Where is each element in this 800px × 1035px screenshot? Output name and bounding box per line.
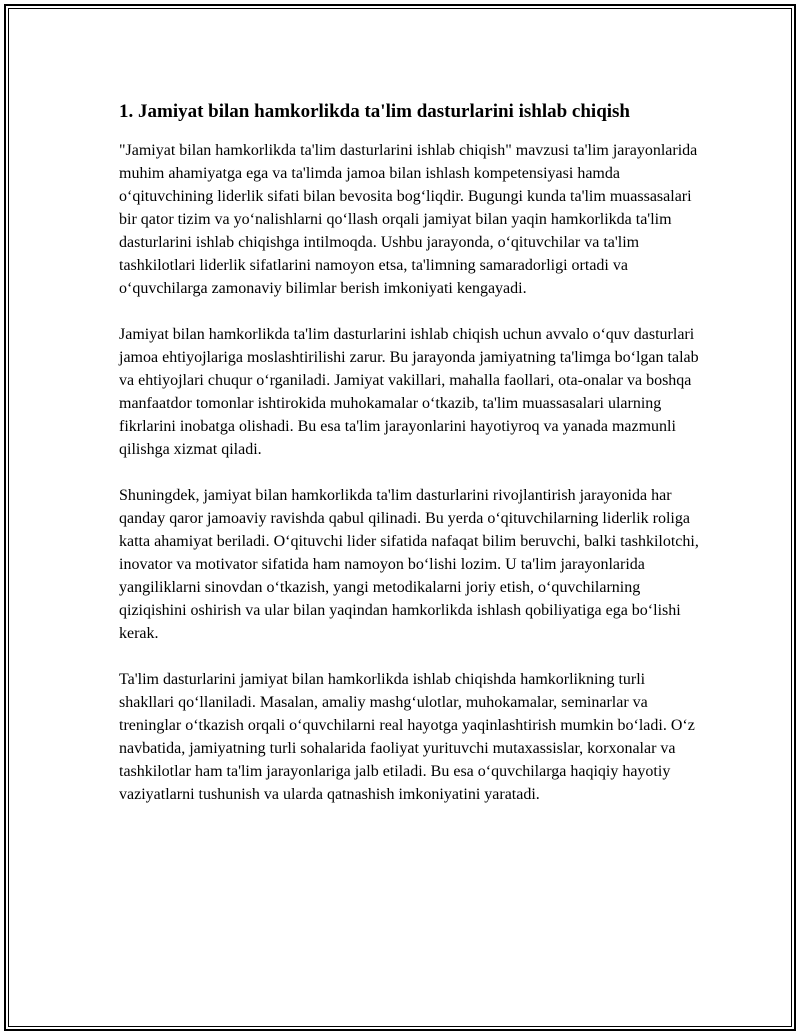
paragraph-4: Ta'lim dasturlarini jamiyat bilan hamkorlikda ishlab chiqishda hamkorlikning turli shakllari qoʻllaniladi. Masalan, amaliy mashgʻulotlar, muhokamalar, seminarlar va treninglar oʻtkazish orqali oʻquvchilarni real hayotga yaqinlashtirish mumkin boʻladi. Oʻz navbatida, jamiyatning turli sohalarida faoliyat yurituvchi mutaxassislar, korxonalar va tashkilotlar ham ta'lim jarayonlariga jalb etiladi. Bu esa oʻquvchilarga haqiqiy hayotiy vaziyatlarni tushunish va ularda qatnashish imkoniyatini yaratadi. <box>119 671 695 803</box>
page-border-outer <box>4 4 796 1031</box>
section-heading: 1. Jamiyat bilan hamkorlikda ta'lim dasturlarini ishlab chiqish <box>119 101 630 122</box>
paragraph-1: "Jamiyat bilan hamkorlikda ta'lim dasturlarini ishlab chiqish" mavzusi ta'lim jarayonlarida muhim ahamiyatga ega va ta'limda jamoa bilan ishlash kompetensiyasi hamda oʻqituvchining liderlik sifati bilan bevosita bogʻliqdir. Bugungi kunda ta'lim muassasalari bir qator tizim va yoʻnalishlarni qoʻllash orqali jamiyat bilan yaqin hamkorlikda ta'lim dasturlarini ishlab chiqishga intilmoqda. Ushbu jarayonda, oʻqituvchilar va ta'lim tashkilotlari liderlik sifatlarini namoyon etsa, ta'limning samaradorligi ortadi va oʻquvchilarga zamonaviy bilimlar berish imkoniyati kengayadi. <box>119 142 698 297</box>
page-border-inner <box>8 8 792 1027</box>
document-body <box>119 99 699 829</box>
paragraph-3: Shuningdek, jamiyat bilan hamkorlikda ta'lim dasturlarini rivojlantirish jarayonida har qanday qaror jamoaviy ravishda qabul qilinadi. Bu yerda oʻqituvchilarning liderlik roliga katta ahamiyat beriladi. Oʻqituvchi lider sifatida nafaqat bilim beruvchi, balki tashkilotchi, inovator va motivator sifatida ham namoyon boʻlishi lozim. U ta'lim jarayonlarida yangiliklarni sinovdan oʻtkazish, yangi metodikalarni joriy etish, oʻquvchilarning qiziqishini oshirish va ular bilan yaqindan hamkorlikda ishlash qobiliyatiga ega boʻlishi kerak. <box>119 487 699 642</box>
paragraph-2: Jamiyat bilan hamkorlikda ta'lim dasturlarini ishlab chiqish uchun avvalo oʻquv dasturlari jamoa ehtiyojlariga moslashtirilishi zarur. Bu jarayonda jamiyatning ta'limga boʻlgan talab va ehtiyojlari chuqur oʻrganiladi. Jamiyat vakillari, mahalla faollari, ota-onalar va boshqa manfaatdor tomonlar ishtirokida muhokamalar oʻtkazib, ta'lim muassasalari ularning fikrlarini inobatga olishadi. Bu esa ta'lim jarayonlarini hayotiyroq va yanada mazmunli qilishga xizmat qiladi. <box>119 326 699 458</box>
